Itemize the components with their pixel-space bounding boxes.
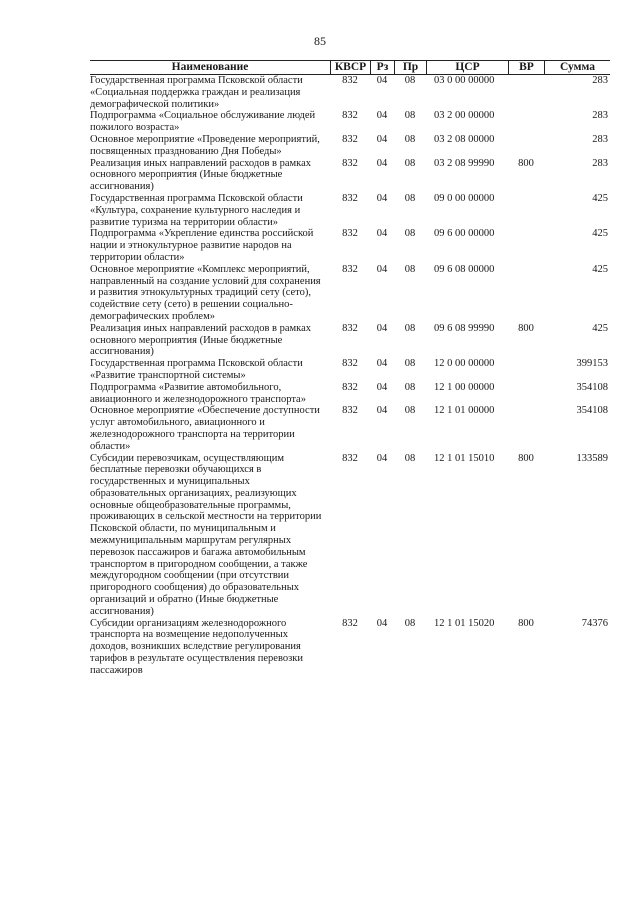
- cell-csr: 09 0 00 00000: [434, 192, 495, 204]
- cell-sum: 354108: [576, 381, 608, 393]
- cell-rz: 04: [376, 263, 388, 275]
- cell-sum: 283: [592, 157, 608, 169]
- cell-name: Субсидии перевозчикам, осуществляющим бесплатные перевозки обучающихся в государственных и муниципальных образовательных организациях, реализующих основные общеобразовательные программы, проживающих в сельской местности на территории Псковской области, по муниципальным и межмуниципальным маршрутам регулярных перевозок пассажиров и багажа автомобильным транспортом в пригородном сообщении, а также междугородном сообщении (при отсутствии пригородного сообщения) до образовательных организаций и обратно (Иные бюджетные ассигнования): [90, 452, 322, 617]
- cell-vr: 800: [518, 157, 534, 169]
- table-row: [90, 228, 610, 263]
- cell-name: Подпрограмма «Укрепление единства российской нации и этнокультурное развитие народов на территории области»: [90, 228, 314, 263]
- cell-rz: 04: [376, 110, 388, 122]
- cell-vr: 800: [518, 452, 534, 464]
- table-row: [90, 453, 610, 618]
- cell-rz: 04: [376, 381, 388, 393]
- cell-rz: 04: [376, 358, 388, 370]
- cell-pr: 08: [404, 110, 416, 122]
- cell-vr: [508, 382, 544, 406]
- cell-name: Основное мероприятие «Проведение мероприятий, посвященных празднованию Дня Победы»: [90, 133, 320, 157]
- cell-rz: 04: [376, 133, 388, 145]
- cell-kvsr: 832: [342, 263, 358, 275]
- cell-pr: 08: [404, 322, 416, 334]
- cell-csr: 12 1 01 00000: [434, 405, 495, 417]
- cell-pr: 08: [404, 75, 416, 86]
- cell-sum: 283: [592, 110, 608, 122]
- cell-name: Подпрограмма «Развитие автомобильного, авиационного и железнодорожного транспорта»: [90, 381, 306, 405]
- table-row: [90, 75, 610, 110]
- cell-sum: 425: [592, 228, 608, 240]
- cell-kvsr: 832: [342, 192, 358, 204]
- cell-rz: 04: [376, 228, 388, 240]
- cell-name: Государственная программа Псковской области «Культура, сохранение культурного наследия и развитие туризма на территории области»: [90, 192, 303, 228]
- cell-pr: 08: [404, 452, 416, 464]
- cell-kvsr: 832: [342, 452, 358, 464]
- table-body: [90, 75, 610, 677]
- cell-kvsr: 832: [342, 157, 358, 169]
- table-row: [90, 618, 610, 677]
- cell-kvsr: 832: [342, 75, 358, 86]
- cell-rz: 04: [376, 157, 388, 169]
- cell-name: Государственная программа Псковской области «Социальная поддержка граждан и реализация демографической политики»: [90, 75, 303, 110]
- cell-rz: 04: [376, 192, 388, 204]
- cell-kvsr: 832: [342, 228, 358, 240]
- table-row: [90, 382, 610, 406]
- header-kvsr: КВСР: [330, 61, 370, 74]
- cell-pr: 08: [404, 157, 416, 169]
- table-row: [90, 134, 610, 158]
- cell-kvsr: 832: [342, 381, 358, 393]
- cell-pr: 08: [404, 228, 416, 240]
- cell-vr: [508, 405, 544, 452]
- cell-sum: 74376: [581, 617, 608, 629]
- cell-name: Государственная программа Псковской области «Развитие транспортной системы»: [90, 358, 303, 381]
- cell-pr: 08: [404, 133, 416, 145]
- cell-pr: 08: [404, 358, 416, 370]
- cell-sum: 425: [592, 263, 608, 275]
- cell-vr: [508, 134, 544, 158]
- cell-pr: 08: [404, 381, 416, 393]
- budget-table: [90, 60, 610, 677]
- header-pr: Пр: [394, 61, 426, 74]
- cell-sum: 283: [592, 133, 608, 145]
- header-name: Наименование: [171, 61, 249, 73]
- cell-name: Основное мероприятие «Комплекс мероприятий, направленный на создание условий для сохранения и развития этнокультурных традиций сету (сето), содействие сету (сето) в решении социально-демографических проблем»: [90, 263, 321, 322]
- cell-name: Реализация иных направлений расходов в рамках основного мероприятия (Иные бюджетные ассигнования): [90, 157, 312, 193]
- table-row: [90, 323, 610, 358]
- header-sum: Сумма: [544, 61, 610, 74]
- cell-sum: 399153: [576, 358, 608, 370]
- cell-kvsr: 832: [342, 133, 358, 145]
- table-row: [90, 193, 610, 228]
- table-row: [90, 264, 610, 323]
- header-rz: Рз: [370, 61, 394, 74]
- cell-sum: 133589: [576, 452, 608, 464]
- cell-sum: 283: [592, 75, 608, 86]
- cell-kvsr: 832: [342, 405, 358, 417]
- cell-sum: 425: [592, 192, 608, 204]
- table-row: [90, 405, 610, 452]
- cell-rz: 04: [376, 322, 388, 334]
- header-csr: ЦСР: [426, 61, 508, 74]
- cell-vr: 800: [518, 322, 534, 334]
- cell-name: Основное мероприятие «Обеспечение доступности услуг автомобильного, авиационного и железнодорожного транспорта на территории области»: [90, 405, 320, 452]
- cell-pr: 08: [404, 617, 416, 629]
- cell-csr: 12 1 00 00000: [434, 381, 495, 393]
- table-row: [90, 158, 610, 193]
- cell-vr: 800: [518, 617, 534, 629]
- cell-vr: [508, 228, 544, 263]
- cell-csr: 12 0 00 00000: [434, 358, 495, 370]
- cell-csr: 09 6 08 00000: [434, 263, 495, 275]
- cell-pr: 08: [404, 192, 416, 204]
- cell-vr: [508, 358, 544, 382]
- table-row: [90, 110, 610, 134]
- cell-name: Подпрограмма «Социальное обслуживание людей пожилого возраста»: [90, 110, 316, 134]
- cell-vr: [508, 110, 544, 134]
- cell-csr: 09 6 00 00000: [434, 228, 495, 240]
- cell-kvsr: 832: [342, 322, 358, 334]
- cell-pr: 08: [404, 405, 416, 417]
- table-header: [90, 60, 610, 75]
- page-number: 85: [314, 34, 326, 48]
- cell-kvsr: 832: [342, 110, 358, 122]
- cell-rz: 04: [376, 617, 388, 629]
- cell-rz: 04: [376, 405, 388, 417]
- cell-csr: 03 2 08 99990: [434, 157, 495, 169]
- cell-csr: 03 2 00 00000: [434, 110, 495, 122]
- table-row: [90, 358, 610, 382]
- cell-sum: 425: [592, 322, 608, 334]
- cell-csr: 12 1 01 15020: [434, 617, 495, 629]
- cell-sum: 354108: [576, 405, 608, 417]
- cell-vr: [508, 75, 544, 110]
- cell-kvsr: 832: [342, 358, 358, 370]
- cell-csr: 03 2 08 00000: [434, 133, 495, 145]
- cell-rz: 04: [376, 452, 388, 464]
- cell-vr: [508, 193, 544, 228]
- cell-csr: 09 6 08 99990: [434, 322, 495, 334]
- cell-kvsr: 832: [342, 617, 358, 629]
- cell-vr: [508, 264, 544, 323]
- cell-pr: 08: [404, 263, 416, 275]
- cell-csr: 12 1 01 15010: [434, 452, 495, 464]
- cell-rz: 04: [376, 75, 388, 86]
- cell-csr: 03 0 00 00000: [434, 75, 495, 86]
- cell-name: Субсидии организациям железнодорожного транспорта на возмещение недополученных доходов, возникших вследствие регулирования тарифов в результате осуществления перевозки пассажиров: [90, 617, 303, 676]
- header-vr: ВР: [508, 61, 544, 74]
- cell-name: Реализация иных направлений расходов в рамках основного мероприятия (Иные бюджетные ассигнования): [90, 322, 312, 358]
